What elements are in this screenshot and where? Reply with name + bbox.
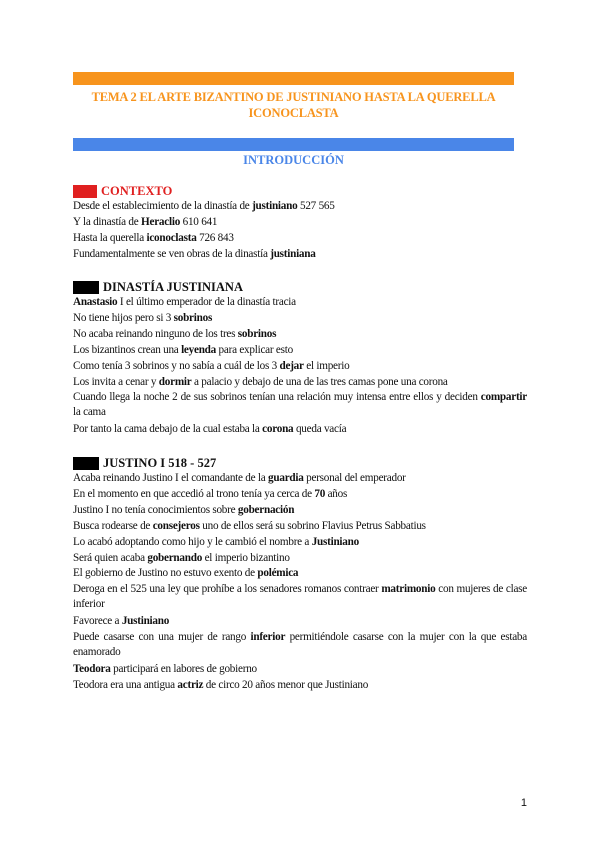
text-segment: El gobierno de Justino no estuvo exento de <box>73 567 258 580</box>
bold-keyword: dejar <box>279 359 304 372</box>
text-segment: Y la dinastía de <box>73 215 142 228</box>
section-heading-text: JUSTINO I 518 - 527 <box>103 456 217 470</box>
text-line <box>73 519 527 534</box>
text-segment: Los invita a cenar y <box>73 375 159 388</box>
text-segment: Por tanto la cama debajo de la cual estaba la <box>73 423 263 436</box>
text-segment: 726 843 <box>196 231 234 244</box>
bold-keyword: gobernando <box>147 551 203 564</box>
bold-keyword: Anastasio <box>73 296 118 308</box>
text-segment: Cuando llega la noche 2 de sus sobrinos tenían una relación muy intensa entre ellos y deciden <box>73 391 481 404</box>
intro-top-bar <box>73 138 514 151</box>
bold-keyword: iconoclasta <box>146 231 197 244</box>
text-line <box>73 327 527 342</box>
text-segment: queda vacía <box>293 423 347 436</box>
text-segment: Será quien acaba <box>73 551 148 564</box>
text-segment: el imperio bizantino <box>202 551 290 564</box>
bold-keyword: inferior <box>250 631 286 643</box>
page-number: 1 <box>520 797 527 809</box>
bold-keyword: consejeros <box>152 519 200 532</box>
text-segment: En el momento en que accedió al trono tenía ya cerca de <box>73 487 315 500</box>
heading-color-block <box>73 185 97 198</box>
text-line <box>73 662 527 677</box>
section-heading <box>73 455 216 471</box>
bold-keyword: sobrinos <box>173 311 213 324</box>
text-segment: Teodora era una antigua <box>73 678 178 691</box>
text-segment: Favorece a <box>73 615 122 628</box>
text-line <box>73 551 527 566</box>
text-line <box>73 390 527 420</box>
bold-keyword: matrimonio <box>381 583 436 596</box>
text-segment: 527 565 <box>297 200 335 212</box>
text-segment: Hasta la querella <box>73 231 147 244</box>
text-line <box>73 614 527 629</box>
bold-keyword: Heraclio <box>141 215 181 228</box>
text-line <box>73 487 527 502</box>
text-segment: uno de ellos será su sobrino Flavius Petrus Sabbatius <box>199 519 426 532</box>
bold-keyword: guardia <box>268 472 304 484</box>
text-segment: I el último emperador de la dinastía tracia <box>117 296 296 308</box>
text-segment: Busca rodearse de <box>73 519 153 532</box>
bold-keyword: Justiniano <box>121 615 170 628</box>
bold-keyword: sobrinos <box>237 327 277 340</box>
text-segment: a palacio y debajo de una de las tres camas pone una corona <box>191 375 448 388</box>
text-segment: Desde el establecimiento de la dinastía de <box>73 200 253 212</box>
text-line <box>73 247 527 262</box>
text-segment: permitiéndole casarse con la mujer con la que estaba enamorado <box>73 631 527 658</box>
text-line <box>73 535 527 550</box>
text-segment: para explicar esto <box>216 343 293 356</box>
bold-keyword: compartir <box>480 391 527 404</box>
text-segment: Justino I no tenía conocimientos sobre <box>73 503 238 516</box>
text-segment: Puede casarse con una mujer de rango <box>73 631 251 643</box>
text-segment: Como tenía 3 sobrinos y no sabía a cuál de los 3 <box>73 359 280 372</box>
bold-keyword: corona <box>262 423 294 436</box>
text-line <box>73 215 527 230</box>
page-title: TEMA 2 EL ARTE BIZANTINO DE JUSTINIANO HASTA LA QUERELLA ICONOCLASTA <box>91 90 496 120</box>
text-segment: No acaba reinando ninguno de los tres <box>73 327 238 340</box>
bold-keyword: Teodora <box>73 662 111 675</box>
text-segment: Acaba reinando Justino I el comandante de la <box>73 472 269 484</box>
text-line <box>73 199 527 214</box>
section-heading <box>73 183 172 199</box>
bold-keyword: dormir <box>158 375 192 388</box>
bold-keyword: leyenda <box>181 343 216 356</box>
text-line <box>73 471 527 486</box>
text-segment: Deroga en el 525 una ley que prohíbe a los senadores romanos contraer <box>73 583 382 596</box>
intro-heading: INTRODUCCIÓN <box>243 153 344 167</box>
bold-keyword: justiniano <box>252 200 298 212</box>
text-line <box>73 343 527 358</box>
bold-keyword: gobernación <box>237 503 295 516</box>
text-line <box>73 566 527 581</box>
text-segment: No tiene hijos pero si 3 <box>73 311 174 324</box>
text-segment: años <box>325 487 348 500</box>
bold-keyword: polémica <box>257 567 299 580</box>
text-segment: con mujeres de clase inferior <box>73 583 527 611</box>
text-segment: participará en labores de gobierno <box>110 662 257 675</box>
text-segment: Los bizantinos crean una <box>73 343 182 356</box>
text-segment: la cama <box>73 406 106 419</box>
text-line <box>73 678 527 693</box>
text-line <box>73 231 527 246</box>
text-segment: personal del emperador <box>303 472 406 484</box>
text-line <box>73 311 527 326</box>
section-heading-text: CONTEXTO <box>101 184 173 198</box>
text-line <box>73 503 527 518</box>
text-segment: Fundamentalmente se ven obras de la dinastía <box>73 247 271 260</box>
text-line <box>73 295 527 310</box>
text-segment: 610 641 <box>180 215 218 228</box>
text-segment: Lo acabó adoptando como hijo y le cambió el nombre a <box>73 535 312 548</box>
section-heading <box>73 279 243 295</box>
bold-keyword: 70 <box>314 487 326 500</box>
text-line <box>73 422 527 437</box>
heading-color-block <box>73 457 99 470</box>
bold-keyword: Justiniano <box>311 535 359 548</box>
text-line <box>73 630 527 660</box>
text-segment: el imperio <box>303 359 350 372</box>
heading-color-block <box>73 281 99 294</box>
section-heading-text: DINASTÍA JUSTINIANA <box>103 280 243 294</box>
text-line <box>73 375 527 390</box>
text-segment: de circo 20 años menor que Justiniano <box>203 678 369 691</box>
bold-keyword: justiniana <box>270 247 316 260</box>
text-line <box>73 582 527 612</box>
title-top-bar <box>73 72 514 85</box>
bold-keyword: actriz <box>177 678 204 691</box>
text-line <box>73 359 527 374</box>
